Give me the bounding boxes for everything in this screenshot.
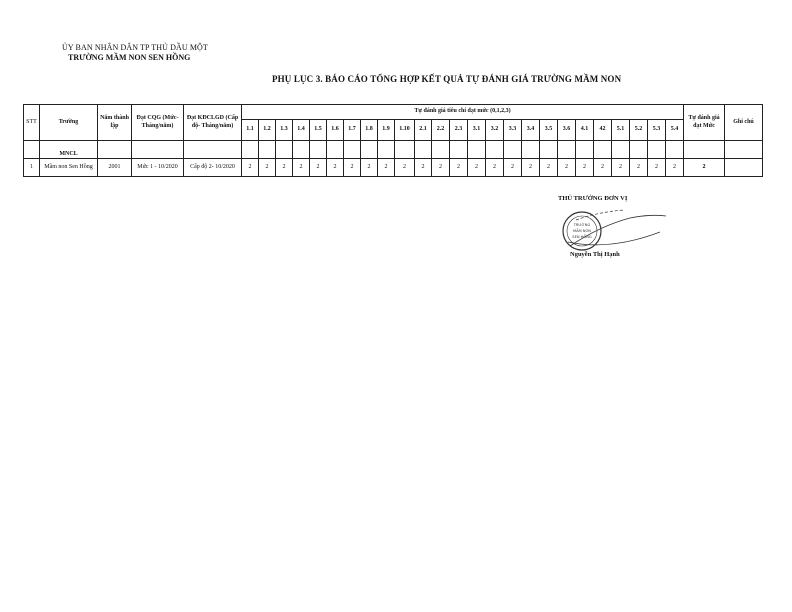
criterion-header: 1.1: [242, 120, 259, 141]
criterion-header: 1.2: [259, 120, 276, 141]
criterion-score: 2: [468, 159, 486, 177]
criterion-header: 3.3: [504, 120, 522, 141]
criterion-header: 5.4: [666, 120, 684, 141]
criterion-header: 3.2: [486, 120, 504, 141]
criterion-header: 1.3: [276, 120, 293, 141]
agency-name: ỦY BAN NHÂN DÂN TP THỦ DẦU MỘT: [62, 43, 208, 52]
row-kdclgd: Cấp độ 2- 10/2020: [184, 159, 242, 177]
header-tudanhgia: Tự đánh giá đạt Mức: [684, 105, 725, 141]
criterion-header: 4.1: [576, 120, 594, 141]
header-criteria-group: Tự đánh giá tiêu chí đạt mức (0,1,2,3): [242, 105, 684, 120]
criterion-header: 1.10: [395, 120, 415, 141]
criterion-header: 2.1: [415, 120, 432, 141]
criterion-header: 5.2: [630, 120, 648, 141]
criterion-score: 2: [648, 159, 666, 177]
criterion-header: 42: [594, 120, 612, 141]
row-nam: 2001: [98, 159, 132, 177]
criterion-score: 2: [344, 159, 361, 177]
criterion-score: 2: [327, 159, 344, 177]
report-table: [23, 104, 763, 177]
criterion-score: 2: [630, 159, 648, 177]
criterion-score: 2: [504, 159, 522, 177]
criterion-score: 2: [276, 159, 293, 177]
criterion-header: 1.5: [310, 120, 327, 141]
criterion-header: 1.4: [293, 120, 310, 141]
criterion-header: 3.5: [540, 120, 558, 141]
row-cqg: Mức 1 - 10/2020: [132, 159, 184, 177]
criterion-header: 3.4: [522, 120, 540, 141]
criterion-header: 1.6: [327, 120, 344, 141]
criterion-score: 2: [486, 159, 504, 177]
signature-name: Nguyễn Thị Hạnh: [570, 251, 620, 258]
criterion-header: 3.6: [558, 120, 576, 141]
criterion-header: 5.3: [648, 120, 666, 141]
criterion-score: 2: [450, 159, 468, 177]
row-tudanhgia: 2: [684, 159, 725, 177]
criterion-score: 2: [293, 159, 310, 177]
header-cqg: Đạt CQG (Mức- Tháng/năm): [132, 105, 184, 141]
criterion-score: 2: [666, 159, 684, 177]
criterion-header: 2.2: [432, 120, 450, 141]
criterion-header: 2.3: [450, 120, 468, 141]
group-label: MNCL: [40, 141, 98, 159]
criterion-header: 1.7: [344, 120, 361, 141]
criterion-score: 2: [576, 159, 594, 177]
criterion-score: 2: [361, 159, 378, 177]
signature-title: THỦ TRƯỞNG ĐƠN VỊ: [558, 195, 628, 202]
criterion-score: 2: [612, 159, 630, 177]
row-truong: Mầm non Sen Hồng: [40, 159, 98, 177]
criterion-score: 2: [378, 159, 395, 177]
criterion-header: 1.9: [378, 120, 395, 141]
criterion-score: 2: [540, 159, 558, 177]
header-truong: Trường: [40, 105, 98, 141]
svg-text:TRƯỜNG: TRƯỜNG: [573, 223, 591, 227]
criterion-score: 2: [558, 159, 576, 177]
header-kdclgd: Đạt KĐCLGD (Cấp độ- Tháng/năm): [184, 105, 242, 141]
criterion-score: 2: [594, 159, 612, 177]
criterion-header: 5.1: [612, 120, 630, 141]
criterion-score: 2: [415, 159, 432, 177]
criterion-score: 2: [242, 159, 259, 177]
row-stt: 1: [24, 159, 40, 177]
criterion-score: 2: [395, 159, 415, 177]
svg-text:SEN HỒNG: SEN HỒNG: [572, 235, 592, 239]
criterion-score: 2: [310, 159, 327, 177]
criterion-score: 2: [432, 159, 450, 177]
criterion-score: 2: [259, 159, 276, 177]
row-ghichu: [725, 159, 763, 177]
criterion-header: 1.8: [361, 120, 378, 141]
header-ghichu: Ghi chú: [725, 105, 763, 141]
criterion-score: 2: [522, 159, 540, 177]
report-title: PHỤ LỤC 3. BÁO CÁO TỔNG HỢP KẾT QUẢ TỰ ĐÁNH GIÁ TRƯỜNG MẦM NON: [272, 74, 622, 84]
school-name: TRƯỜNG MẦM NON SEN HỒNG: [68, 53, 191, 62]
header-stt: STT: [24, 105, 40, 141]
header-nam: Năm thành lập: [98, 105, 132, 141]
criterion-header: 3.1: [468, 120, 486, 141]
svg-text:MẦM NON: MẦM NON: [572, 229, 592, 233]
